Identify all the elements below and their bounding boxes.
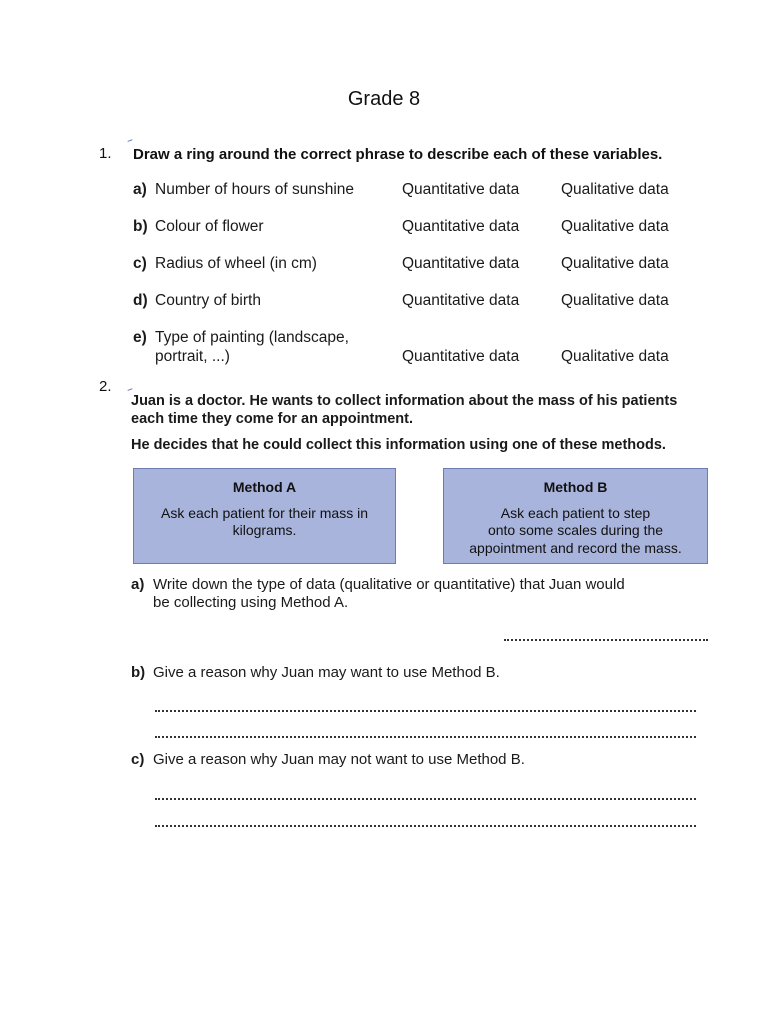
row-letter: d) — [133, 292, 148, 309]
answer-line-b-1[interactable] — [155, 710, 696, 712]
method-b-text-line-1: Ask each patient to step — [500, 504, 651, 521]
variable-label-continued: portrait, ...) — [155, 348, 230, 365]
method-a-title: Method A — [232, 479, 297, 495]
question-2-intro-line-2: each time they come for an appointment. — [131, 411, 413, 427]
question-2-part-b — [131, 664, 721, 684]
variable-label: Colour of flower — [155, 218, 264, 235]
answer-line-a[interactable] — [504, 639, 708, 641]
edit-mark-icon — [127, 139, 133, 144]
method-b-box — [443, 468, 708, 564]
variable-row-e — [133, 329, 713, 369]
variable-label: Country of birth — [155, 292, 261, 309]
question-2-part-a — [131, 576, 721, 616]
page-title: Grade 8 — [347, 88, 421, 110]
option-qualitative[interactable]: Qualitative data — [561, 348, 669, 365]
row-letter: a) — [133, 181, 147, 198]
question-2-number: 2. — [99, 378, 112, 395]
method-b-text-line-3: appointment and record the mass. — [469, 539, 682, 556]
question-1-number: 1. — [99, 145, 112, 162]
part-a-line-1: Write down the type of data (qualitative or quantitative) that Juan would — [153, 576, 625, 593]
option-qualitative[interactable]: Qualitative data — [561, 292, 669, 309]
question-1-instruction: Draw a ring around the correct phrase to describe each of these variables. — [133, 146, 663, 163]
part-b-text: Give a reason why Juan may want to use Method B. — [153, 664, 500, 681]
method-a-text: Ask each patient for their mass in kilograms. — [161, 504, 368, 538]
variable-label: Type of painting (landscape, — [155, 329, 349, 346]
method-b-title: Method B — [543, 479, 608, 495]
option-quantitative[interactable]: Quantitative data — [402, 218, 520, 235]
variable-row-a — [133, 181, 713, 201]
option-qualitative[interactable]: Qualitative data — [561, 181, 669, 198]
variable-row-c — [133, 255, 713, 275]
answer-line-c-2[interactable] — [155, 825, 696, 827]
option-qualitative[interactable]: Qualitative data — [561, 218, 669, 235]
row-letter: c) — [133, 255, 147, 272]
answer-line-b-2[interactable] — [155, 736, 696, 738]
part-c-text: Give a reason why Juan may not want to use Method B. — [153, 751, 525, 768]
option-qualitative[interactable]: Qualitative data — [561, 255, 669, 272]
variable-row-b — [133, 218, 713, 238]
option-quantitative[interactable]: Quantitative data — [402, 292, 520, 309]
option-quantitative[interactable]: Quantitative data — [402, 348, 520, 365]
row-letter: b) — [133, 218, 148, 235]
variable-label: Number of hours of sunshine — [155, 181, 355, 198]
part-letter: b) — [131, 664, 146, 681]
part-letter: a) — [131, 576, 145, 593]
method-a-box — [133, 468, 396, 564]
part-a-line-2: be collecting using Method A. — [153, 594, 349, 611]
option-quantitative[interactable]: Quantitative data — [402, 255, 520, 272]
question-2-intro-line-3: He decides that he could collect this information using one of these methods. — [131, 437, 666, 453]
option-quantitative[interactable]: Quantitative data — [402, 181, 520, 198]
answer-line-c-1[interactable] — [155, 798, 696, 800]
question-2-intro-line-1: Juan is a doctor. He wants to collect information about the mass of his patients — [131, 393, 678, 409]
part-letter: c) — [131, 751, 145, 768]
variable-row-d — [133, 292, 713, 312]
variable-label: Radius of wheel (in cm) — [155, 255, 317, 272]
question-2-part-c — [131, 751, 721, 771]
method-b-text-line-2: onto some scales during the — [487, 522, 664, 538]
row-letter: e) — [133, 329, 147, 346]
